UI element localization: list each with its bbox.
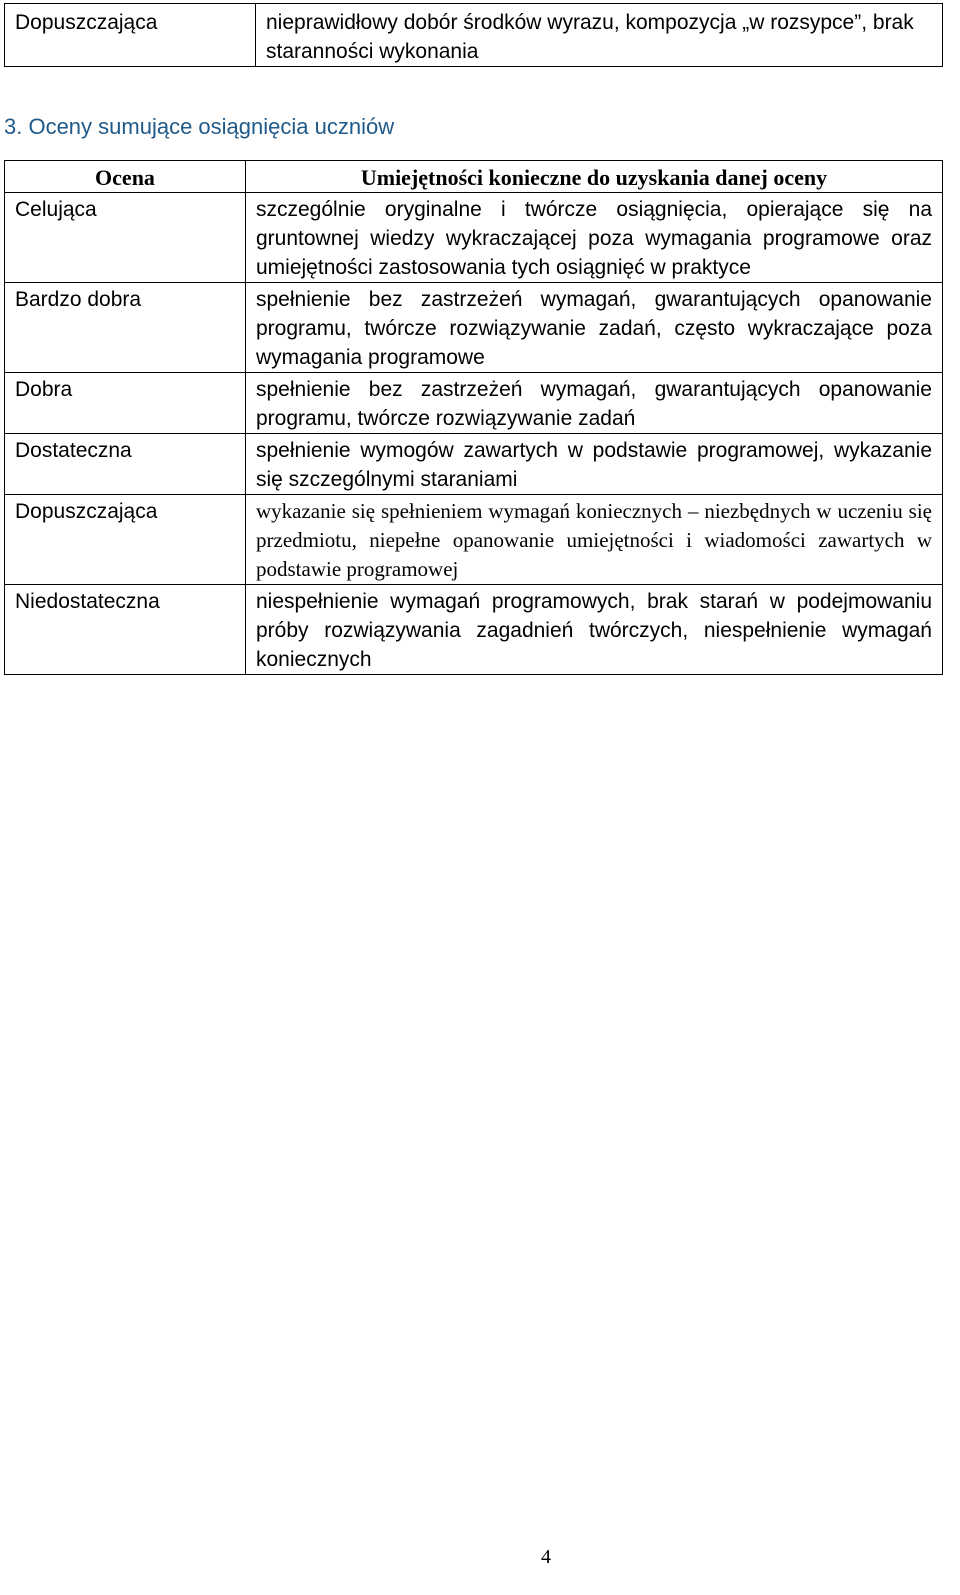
table-row	[5, 373, 943, 434]
previous-criteria-table	[4, 3, 943, 67]
summative-grades-table	[4, 160, 943, 675]
grade-cell: Celująca	[5, 193, 246, 283]
table-row	[5, 4, 943, 67]
grade-cell: Dostateczna	[5, 434, 246, 495]
grade-cell: Dobra	[5, 373, 246, 434]
section-heading: 3. Oceny sumujące osiągnięcia uczniów	[4, 114, 395, 139]
page-number: 4	[541, 1546, 551, 1568]
table-row	[5, 193, 943, 283]
description-cell: wykazanie się spełnieniem wymagań koniecznych – niezbędnych w uczeniu się przedmiotu, niepełne opanowanie umiejętności i wiadomości zawartych w podstawie programowej	[246, 495, 943, 585]
description-cell: spełnienie bez zastrzeżeń wymagań, gwarantujących opanowanie programu, twórcze rozwiązywanie zadań, często wykraczające poza wymagania programowe	[246, 283, 943, 373]
description-cell: niespełnienie wymagań programowych, brak starań w podejmowaniu próby rozwiązywania zagadnień twórczych, niespełnienie wymagań koniecznych	[246, 585, 943, 675]
table-row	[5, 585, 943, 675]
table-header-row	[5, 161, 943, 193]
header-skills: Umiejętności konieczne do uzyskania danej oceny	[246, 161, 943, 193]
grade-cell: Dopuszczająca	[5, 4, 256, 67]
grade-cell: Niedostateczna	[5, 585, 246, 675]
grade-cell: Bardzo dobra	[5, 283, 246, 373]
table-row	[5, 283, 943, 373]
description-cell: spełnienie bez zastrzeżeń wymagań, gwarantujących opanowanie programu, twórcze rozwiązywanie zadań	[246, 373, 943, 434]
grade-cell: Dopuszczająca	[5, 495, 246, 585]
table-row	[5, 434, 943, 495]
description-cell: spełnienie wymogów zawartych w podstawie programowej, wykazanie się szczególnymi staraniami	[246, 434, 943, 495]
header-grade: Ocena	[5, 161, 246, 193]
description-cell: nieprawidłowy dobór środków wyrazu, kompozycja „w rozsypce”, brak staranności wykonania	[256, 4, 943, 67]
description-cell: szczególnie oryginalne i twórcze osiągnięcia, opierające się na gruntownej wiedzy wykraczającej poza wymagania programowe oraz umiejętności zastosowania tych osiągnięć w praktyce	[246, 193, 943, 283]
table-row	[5, 495, 943, 585]
